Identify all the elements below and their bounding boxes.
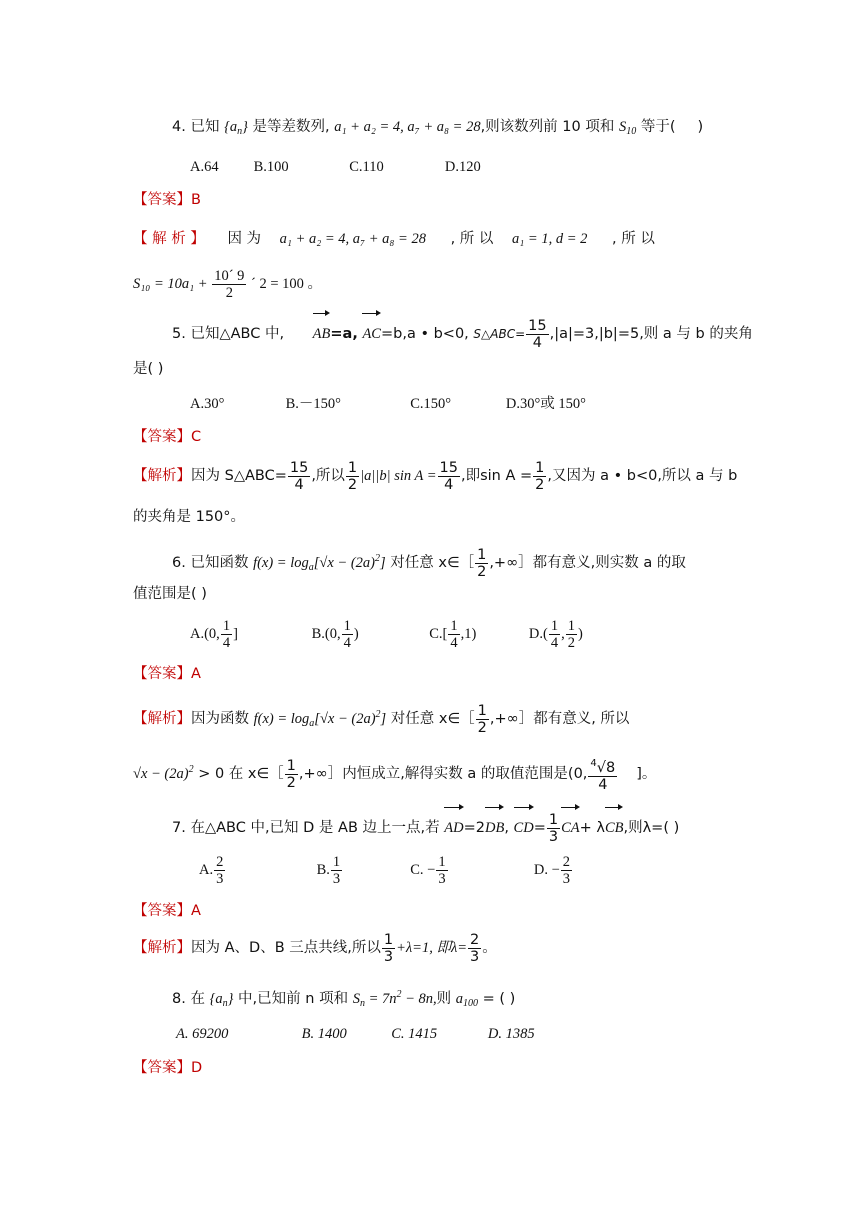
q7-options bbox=[199, 852, 573, 888]
q7-plus: + λ bbox=[579, 820, 605, 836]
q4-analysis bbox=[133, 229, 733, 249]
q7-third: $\frac{1}{3}$ bbox=[548, 811, 559, 845]
q7-option-c: C. − $\frac{1}{3}$ bbox=[410, 854, 446, 888]
q8-stem-b: 中,已知前 n 项和 bbox=[238, 991, 349, 1007]
q8-option-d: D. 1385 bbox=[487, 1026, 535, 1042]
q4-s10: $S_{10}$ bbox=[618, 119, 637, 137]
q6-root-fraction: $\frac{^4√8}{4}$ bbox=[590, 757, 616, 793]
q7-tail: ,则λ=( ) bbox=[623, 820, 680, 836]
q6-option-a: A.(0, $\frac{1}{4}$ ] bbox=[190, 618, 238, 652]
q8-seq: $\{a_n\}$ bbox=[209, 991, 234, 1009]
q6-analysis-frac: $\frac{1}{2}$ bbox=[477, 702, 487, 736]
q6-line2-b: > 0 在 x∈［ bbox=[193, 766, 284, 782]
q8-then: 则 bbox=[436, 991, 452, 1007]
q5-option-a: A.30° bbox=[190, 396, 225, 412]
q5-vector-ac: AC bbox=[362, 316, 381, 352]
q5-analysis-d: ,即sin A = bbox=[460, 468, 533, 484]
q4-stem-d: 等于( bbox=[640, 119, 676, 135]
q4-seq: $\{a_n\}$ bbox=[224, 119, 248, 137]
q7-eq-b: = bbox=[533, 820, 546, 836]
q8-stem-a: 8. 在 bbox=[172, 991, 205, 1007]
q4-option-b: B.100 bbox=[253, 159, 289, 175]
q6-analysis bbox=[133, 697, 629, 742]
q6-options bbox=[190, 616, 583, 652]
q5-analysis-line2: 的夹角是 150°。 bbox=[133, 509, 246, 525]
q7-answer: 【答案】A bbox=[133, 903, 201, 919]
q7-option-d: D. − $\frac{2}{3}$ bbox=[533, 854, 571, 888]
q4-analysis-b: , 所 以 bbox=[450, 231, 494, 247]
q8-a100: $a_{100}$ bbox=[455, 991, 479, 1009]
q4-analysis-c: , 所 以 bbox=[612, 231, 655, 247]
q7-vector-ad: AD bbox=[444, 810, 463, 846]
q5-option-d: D.30°或 150° bbox=[505, 396, 586, 412]
q8-option-c: C. 1415 bbox=[391, 1026, 438, 1042]
q5-analysis-label: 【解析】 bbox=[133, 468, 191, 484]
q7-analysis-c: 。 bbox=[482, 940, 497, 956]
q7-comma: , bbox=[504, 820, 509, 836]
q7-vector-cd: CD bbox=[514, 810, 534, 846]
q5-analysis-e: ,又因为 a • b<0,所以 a 与 b bbox=[547, 468, 738, 484]
q5-analysis-half: $\frac{1}{2}$ bbox=[347, 459, 358, 493]
q4-stem-mid: 是等差数列, bbox=[252, 119, 330, 135]
q4-analysis-label: 【 解 析 】 bbox=[133, 231, 205, 247]
q8-options bbox=[176, 1024, 535, 1044]
q5-option-c: C.150° bbox=[410, 396, 452, 412]
q6-analysis-label: 【解析】 bbox=[133, 711, 191, 727]
q6-answer: 【答案】A bbox=[133, 666, 201, 682]
q4-analysis-a: 因 为 bbox=[227, 231, 262, 247]
q7-analysis-label: 【解析】 bbox=[133, 940, 191, 956]
q8-stem bbox=[172, 985, 515, 1014]
q6-analysis-b: 对任意 x∈［ bbox=[390, 711, 475, 727]
q7-stem bbox=[172, 810, 679, 846]
q5-tail: ,|a|=3,|b|=5,则 a 与 b 的夹角 bbox=[549, 326, 753, 342]
q7-analysis bbox=[133, 930, 497, 966]
q5-vector-ab: AB bbox=[313, 316, 331, 352]
q4-sum bbox=[133, 262, 322, 306]
q7-option-a: A. $\frac{2}{3}$ bbox=[199, 854, 224, 888]
q6-interval-fraction: $\frac{1}{2}$ bbox=[477, 546, 487, 580]
q4-stem bbox=[172, 117, 703, 142]
q4-analysis-res: a₁ = 1, d = 2 bbox=[512, 231, 588, 247]
q8-option-b: B. 1400 bbox=[301, 1026, 347, 1042]
q7-stem-a: 7. 在△ABC 中,已知 D 是 AB 边上一点,若 bbox=[172, 820, 440, 836]
q8-tail: = ( ) bbox=[478, 991, 516, 1007]
q6-analysis-a: 因为函数 bbox=[191, 711, 249, 727]
q7-analysis-b: +λ=1, 即λ= bbox=[396, 940, 468, 956]
q7-vector-cb: CB bbox=[605, 810, 624, 846]
q5-options bbox=[190, 394, 586, 414]
q7-analysis-frac2: $\frac{2}{3}$ bbox=[470, 931, 480, 965]
q6-analysis-function: $f(x) = \log_a[√x - (2a)^2]$ bbox=[253, 709, 387, 729]
q4-condition: a₁ + a₂ = 4, a₇ + a₈ = 28 bbox=[334, 119, 481, 135]
q5-stem bbox=[172, 316, 753, 352]
q4-option-a: A.64 bbox=[190, 159, 219, 175]
q5-stem-a: 5. 已知△ABC 中, bbox=[172, 326, 285, 342]
q6-function: $f(x) = \log_a[√x - (2a)^2]$ bbox=[253, 553, 386, 573]
q5-analysis-frac3: $\frac{1}{2}$ bbox=[535, 459, 545, 493]
q6-inequality: $√x - (2a)^2$ bbox=[133, 764, 194, 782]
q7-vector-ca: CA bbox=[561, 810, 580, 846]
q5-answer: 【答案】C bbox=[133, 429, 202, 445]
q5-eq-b: =b,a • b<0, bbox=[380, 326, 469, 342]
q6-option-b: B.(0, $\frac{1}{4}$ ) bbox=[311, 618, 359, 652]
q4-option-c: C.110 bbox=[349, 159, 384, 175]
q4-stem-prefix: 4. 已知 bbox=[172, 119, 220, 135]
q4-sum-right: ´ 2 = 100 。 bbox=[251, 276, 323, 292]
q5-analysis-a: 因为 S△ABC= bbox=[191, 468, 287, 484]
q6-option-d: D.( $\frac{1}{4}$ , $\frac{1}{2}$ ) bbox=[528, 618, 583, 652]
q7-option-b: B. $\frac{1}{3}$ bbox=[316, 854, 341, 888]
q4-sum-left: S₁₀ = 10a₁ + bbox=[133, 276, 208, 292]
q6-option-c: C.[ $\frac{1}{4}$ ,1) bbox=[429, 618, 477, 652]
q4-option-d: D.120 bbox=[444, 159, 481, 175]
q5-analysis bbox=[133, 458, 737, 494]
q7-vector-db: DB bbox=[485, 810, 504, 846]
q5-analysis-c: |a||b| sin A = bbox=[360, 468, 437, 484]
q8-option-a: A. 69200 bbox=[176, 1026, 229, 1042]
q8-formula: $S_n = 7n^2 - 8n$, bbox=[352, 989, 437, 1009]
q6-stem-line2: 值范围是( ) bbox=[133, 586, 207, 602]
q5-analysis-frac2: $\frac{15}{4}$ bbox=[439, 459, 458, 493]
q7-analysis-a: 因为 A、D、B 三点共线,所以 bbox=[191, 940, 381, 956]
q5-analysis-frac1: $\frac{15}{4}$ bbox=[289, 459, 309, 493]
q5-eq-a: =a, bbox=[330, 326, 358, 342]
q8-answer: 【答案】D bbox=[133, 1060, 203, 1076]
q5-option-b: B.－150° bbox=[285, 396, 341, 412]
q6-stem-a: 6. 已知函数 bbox=[172, 555, 249, 571]
q4-options bbox=[190, 157, 481, 177]
q6-analysis-c: ,+∞］都有意义, 所以 bbox=[489, 711, 630, 727]
q6-line2-d: ]。 bbox=[636, 766, 657, 782]
q5-analysis-b: ,所以 bbox=[311, 468, 345, 484]
q7-analysis-frac1: $\frac{1}{3}$ bbox=[383, 931, 394, 965]
q6-stem-c: ,+∞］都有意义,则实数 a 的取 bbox=[489, 555, 686, 571]
q5-area-fraction: $\frac{15}{4}$ bbox=[528, 317, 547, 351]
q6-stem-b: 对任意 x∈［ bbox=[390, 555, 475, 571]
q4-stem-c: ,则该数列前 10 项和 bbox=[480, 119, 615, 135]
q6-stem bbox=[172, 541, 686, 586]
q4-stem-e: ) bbox=[697, 119, 704, 135]
q6-line2-c: ,+∞］内恒成立,解得实数 a 的取值范围是(0, bbox=[298, 766, 588, 782]
q6-line2-frac: $\frac{1}{2}$ bbox=[286, 757, 296, 791]
q5-stem-line2: 是( ) bbox=[133, 361, 164, 377]
q4-analysis-cond: a₁ + a₂ = 4, a₇ + a₈ = 28 bbox=[279, 231, 426, 247]
q6-analysis-line2 bbox=[133, 748, 656, 796]
q5-s-abc: S△ABC= bbox=[473, 327, 526, 341]
q7-eq-a: =2 bbox=[463, 820, 485, 836]
q4-sum-fraction: $\frac{10´ 9}{2}$ bbox=[214, 268, 245, 302]
q4-answer: 【答案】B bbox=[133, 192, 201, 208]
